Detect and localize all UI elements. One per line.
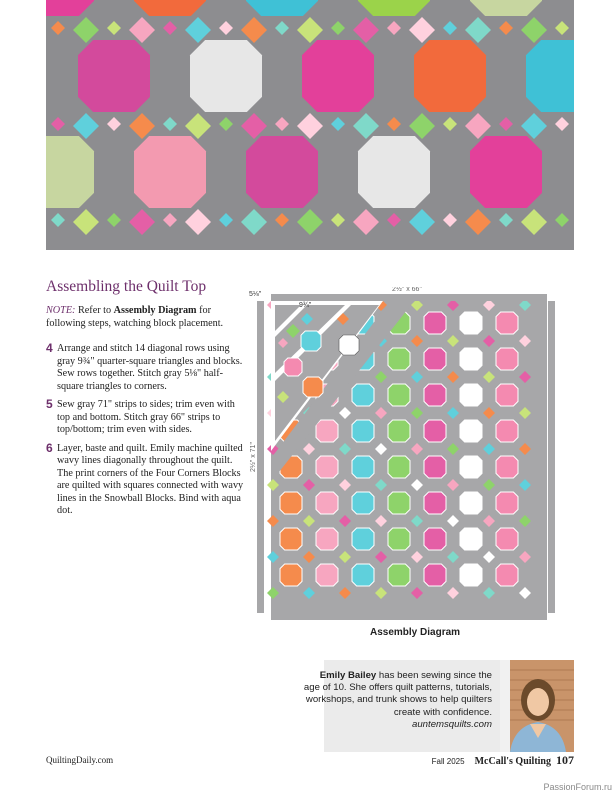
diagram-snowball-block — [316, 564, 338, 586]
author-bio-box — [303, 660, 574, 752]
diagram-snowball-block — [424, 492, 446, 514]
page-number: 107 — [556, 753, 574, 767]
step-number: 6 — [46, 440, 53, 455]
diagram-snowball-block — [388, 420, 410, 442]
step-item — [46, 343, 248, 393]
step-text: Arrange and stitch 14 diagonal rows using gray 9¾" quarter-square triangles and blocks. Sew rows together. Stitch gray 5⅛" half-square triangles to corners. — [57, 343, 243, 392]
diagram-snowball-block — [352, 528, 374, 550]
diagram-snowball-block — [388, 348, 410, 370]
step-item — [46, 440, 248, 518]
diagram-snowball-block — [316, 492, 338, 514]
row3-snowball — [339, 335, 359, 355]
author-bio-text — [302, 670, 492, 731]
author-photo — [500, 660, 574, 752]
diagram-snowball-block — [460, 564, 482, 586]
diagram-snowball-block — [424, 384, 446, 406]
diagram-snowball-block — [496, 492, 518, 514]
diagram-snowball-block — [424, 456, 446, 478]
diagram-snowball-block — [496, 456, 518, 478]
qst-dimension: 9¾" — [299, 302, 312, 309]
snowball-block — [134, 136, 206, 208]
diagram-snowball-block — [496, 528, 518, 550]
left-border-strip — [257, 301, 264, 613]
row2-snowball — [301, 331, 321, 351]
diagram-snowball-block — [352, 564, 374, 586]
author-bio: has been sewing since the age of 10. She offers quilt patterns, tutorials, workshops, and trunk shows to help quilters create with confidence. — [303, 670, 492, 718]
snowball-block — [46, 136, 94, 208]
section-title: Assembling the Quilt Top — [46, 278, 207, 295]
corner-triangle-dimension: 5⅛" — [249, 291, 262, 298]
diagram-snowball-block — [496, 564, 518, 586]
top-border-dimension: 2½" x 66" — [392, 287, 422, 293]
diagram-snowball-block — [388, 456, 410, 478]
row2-snowball — [284, 358, 302, 376]
diagram-snowball-block — [424, 312, 446, 334]
right-border-strip — [548, 301, 555, 613]
snowball-block — [358, 136, 430, 208]
author-name: Emily Bailey — [319, 670, 377, 681]
watermark: PassionForum.ru — [543, 782, 612, 792]
step-number: 5 — [46, 397, 53, 411]
diagram-snowball-block — [352, 420, 374, 442]
footer-folio — [432, 753, 574, 768]
diagram-caption: Assembly Diagram — [370, 627, 461, 638]
snowball-block — [246, 136, 318, 208]
snowball-block — [526, 40, 574, 112]
snowball-block — [470, 136, 542, 208]
diagram-snowball-block — [496, 420, 518, 442]
note-text: Refer to — [75, 305, 114, 316]
quilt-photo — [46, 0, 574, 250]
diagram-snowball-block — [496, 348, 518, 370]
step-item — [46, 399, 248, 437]
top-border-strip — [271, 294, 547, 301]
snowball-block — [414, 40, 486, 112]
diagram-snowball-block — [460, 384, 482, 406]
diagram-snowball-block — [280, 564, 302, 586]
author-website[interactable]: auntemsquilts.com — [412, 718, 492, 730]
diagram-snowball-block — [388, 492, 410, 514]
diagram-snowball-block — [460, 312, 482, 334]
diagram-snowball-block — [460, 348, 482, 370]
assembly-diagram — [249, 287, 569, 625]
diagram-snowball-block — [460, 528, 482, 550]
diagram-snowball-block — [460, 492, 482, 514]
steps-list — [46, 343, 248, 524]
diagram-snowball-block — [424, 420, 446, 442]
diagram-snowball-block — [496, 312, 518, 334]
diagram-snowball-block — [424, 348, 446, 370]
diagram-snowball-block — [316, 528, 338, 550]
note-text-end: for following steps, watching block placement. — [46, 305, 224, 329]
diagram-snowball-block — [316, 456, 338, 478]
diagram-snowball-block — [388, 528, 410, 550]
diagram-snowball-block — [388, 564, 410, 586]
diagram-snowball-block — [460, 456, 482, 478]
diagram-snowball-block — [352, 456, 374, 478]
issue-label: Fall 2025 — [431, 757, 465, 766]
side-border-dimension: 2½" x 71" — [250, 442, 257, 472]
snowball-block — [190, 40, 262, 112]
snowball-block — [302, 40, 374, 112]
note-paragraph — [46, 305, 246, 330]
diagram-snowball-block — [316, 420, 338, 442]
diagram-snowball-block — [352, 384, 374, 406]
snowball-block — [78, 40, 150, 112]
diagram-snowball-block — [388, 384, 410, 406]
magazine-name: McCall's Quilting — [474, 756, 551, 767]
note-label: NOTE: — [46, 305, 76, 316]
diagram-snowball-block — [496, 384, 518, 406]
footer-website[interactable]: QuiltingDaily.com — [46, 755, 114, 765]
step-text: Sew gray 71" strips to sides; trim even with top and bottom. Stitch gray 66" strips to top/bottom; trim even with sides. — [57, 399, 235, 435]
note-reference: Assembly Diagram — [113, 305, 197, 316]
diagram-snowball-block — [460, 420, 482, 442]
diagram-snowball-block — [424, 564, 446, 586]
diagram-snowball-block — [424, 528, 446, 550]
diagram-quilt-body — [267, 299, 547, 613]
step-text: Layer, baste and quilt. Emily machine quilted wavy lines diagonally throughout the quilt. The print corners of the Four Corners Blocks are quilted with squares connected with wavy lines in the Snowball Blocks. Bind with aqua dot. — [57, 442, 244, 516]
diagram-snowball-block — [280, 528, 302, 550]
diagram-snowball-block — [280, 492, 302, 514]
diagram-snowball-block — [352, 492, 374, 514]
step-number: 4 — [46, 341, 53, 355]
row3-snowball — [303, 377, 323, 397]
bottom-border-strip — [271, 613, 547, 620]
